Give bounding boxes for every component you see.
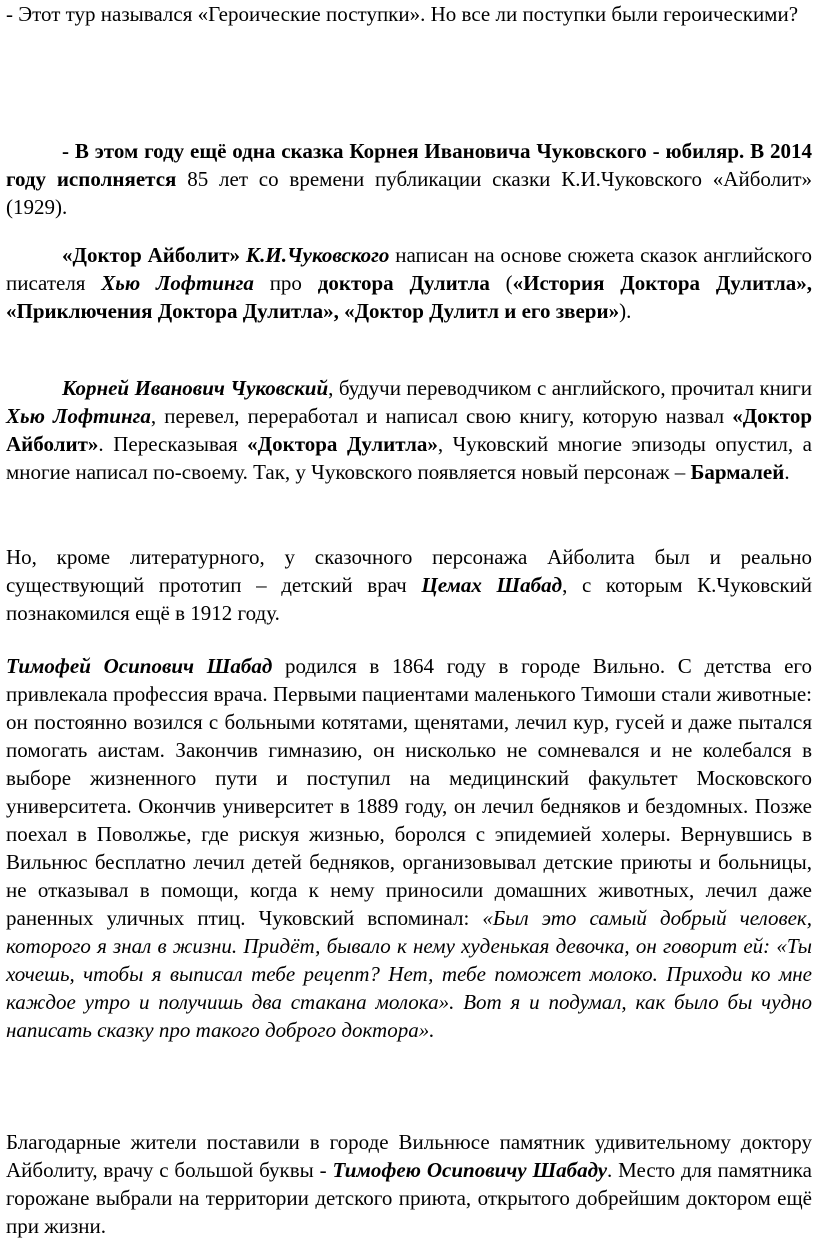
text: . Пересказывая — [98, 432, 248, 456]
paragraph-tour-question — [6, 0, 812, 28]
bold-text: - В этом году ещё одна сказка Корнея Ивановича Чуковского - юбиляр. В 2014 году исполняется — [6, 139, 812, 191]
paragraph-doctor-aibolit-origin — [6, 241, 812, 325]
text: . — [784, 460, 790, 484]
bold-italic-text: Тимофею Осиповичу Шабаду — [332, 1158, 608, 1182]
paragraph-chukovsky-translation — [6, 374, 812, 486]
bold-text: «История Доктора Дулитла», «Приключения Доктора Дулитла», «Доктор Дулитл и его звери» — [6, 271, 812, 323]
bold-text: «Доктор Айболит» — [62, 243, 241, 267]
text: Но, кроме литературного, у сказочного персонажа Айболита был и реально существующий прототип – детский врач — [6, 545, 812, 597]
bold-italic-text: К.И.Чуковского — [240, 243, 390, 267]
italic-quote: «Был это самый добрый человек, которого я знал в жизни. Придёт, бывало к нему худенькая девочка, он говорит ей: «Ты хочешь, чтобы я выписал тебе рецепт? Нет, тебе поможет молоко. Приходи ко мне каждое утро и получишь два стакана молока». Вот я и подумал, как было бы чудно написать сказку про такого доброго доктора». — [6, 906, 812, 1042]
text: , будучи переводчиком с английского, прочитал книги — [328, 376, 812, 400]
text: родился в 1864 году в городе Вильно. С детства его привлекала профессия врача. Первыми пациентами маленького Тимоши стали животные: он постоянно возился с больными котятами, щенятами, лечил кур, гусей и даже пытался помогать аистам. Закончив гимназию, он нисколько не сомневался и не колебался в выборе жизненного пути и поступил на медицинский факультет Московского университета. Окончив университет в 1889 году, он лечил бедняков и бездомных. Позже поехал в Поволжье, где рискуя жизнью, боролся с эпидемией холеры. Вернувшись в Вильнюс бесплатно лечил детей бедняков, организовывал детские приюты и больницы, не отказывал в помощи, когда к нему приносили домашних животных, лечил даже раненных уличных птиц. Чуковский вспоминал: — [6, 654, 812, 930]
bold-italic-text: Хью Лофтинга — [101, 271, 254, 295]
bold-text: Бармалей — [690, 460, 785, 484]
bold-italic-text: Хью Лофтинга — [6, 404, 151, 428]
paragraph-monument — [6, 1128, 812, 1240]
bold-text: доктора Дулитла — [317, 271, 490, 295]
paragraph-anniversary — [6, 137, 812, 221]
bold-text: «Доктора Дулитла» — [247, 432, 438, 456]
text: написан на основе сюжета сказок английского писателя — [6, 243, 812, 295]
text: , перевел, переработал и написал свою книгу, которую назвал — [150, 404, 733, 428]
bold-text: «Доктор Айболит» — [6, 404, 812, 456]
text: , с которым К.Чуковский познакомился ещё в 1912 году. — [6, 573, 813, 625]
bold-italic-text: Тимофей Осипович Шабад — [6, 654, 273, 678]
paragraph-shabad-biography — [6, 652, 812, 1044]
bold-italic-text: Цемах Шабад — [421, 573, 563, 597]
bold-italic-text: Корней Иванович Чуковский — [62, 376, 329, 400]
text: , Чуковский многие эпизоды опустил, а многие написал по-своему. Так, у Чуковского появляется новый персонаж – — [6, 432, 812, 484]
paragraph-prototype — [6, 543, 812, 627]
text: про — [253, 271, 318, 295]
text: - Этот тур назывался «Героические поступки». Но все ли поступки были героическими? — [6, 2, 799, 26]
text: 85 лет со времени публикации сказки К.И.Чуковского «Айболит» (1929). — [6, 167, 812, 219]
text: ( — [489, 271, 513, 295]
text: Благодарные жители поставили в городе Вильнюсе памятник удивительному доктору Айболиту, врачу с большой буквы - — [6, 1130, 812, 1182]
text: . Место для памятника горожане выбрали на территории детского приюта, открытого добрейшим доктором ещё при жизни. — [6, 1158, 812, 1238]
text: ). — [619, 299, 632, 323]
